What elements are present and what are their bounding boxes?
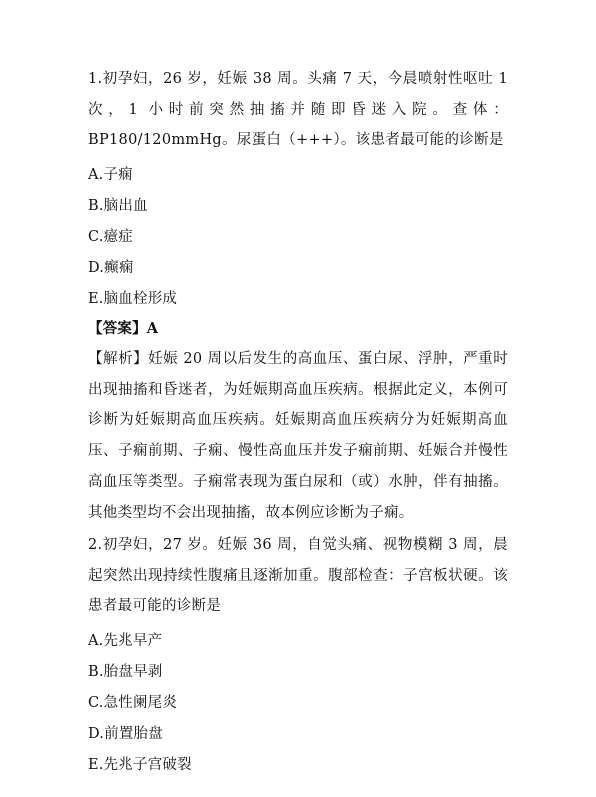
question-1-answer: 【答案】A: [88, 320, 159, 337]
question-2-stem: 2.初孕妇，27 岁。妊娠 36 周，自觉头痛、视物模糊 3 周，晨起突然出现持续性腹痛且逐渐加重。腹部检查：子宫板状硬。该患者最可能的诊断是: [88, 537, 508, 615]
question-1-option-d: D.癫痫: [88, 260, 134, 276]
question-1-option-a: A.子痫: [88, 167, 133, 183]
question-1-option-e: E.脑血栓形成: [88, 291, 178, 307]
question-1-option-b: B.脑出血: [88, 198, 148, 214]
question-2-option-a: A.先兆早产: [88, 633, 163, 649]
question-2-option-d: D.前置胎盘: [88, 726, 163, 742]
question-2-option-b: B.胎盘早剥: [88, 664, 163, 680]
question-1-stem: 1.初孕妇，26 岁，妊娠 38 周。头痛 7 天，今晨喷射性呕吐 1 次，1 小时前突然抽搐并随即昏迷入院。查体：BP180/120mmHg。尿蛋白（+++）。该患者最可能的诊断是: [88, 71, 508, 149]
question-1-option-c: C.癔症: [88, 229, 133, 245]
question-2-option-c: C.急性阑尾炎: [88, 695, 178, 711]
question-2-option-e: E.先兆子宫破裂: [88, 757, 192, 773]
question-1-analysis: 【解析】妊娠 20 周以后发生的高血压、蛋白尿、浮肿，严重时出现抽搐和昏迷者，为妊娠期高血压疾病。根据此定义，本例可诊断为妊娠期高血压疾病。妊娠期高血压疾病分为妊娠期高血压、子痫前期、子痫、慢性高血压并发子痫前期、妊娠合并慢性高血压等类型。子痫常表现为蛋白尿和（或）水肿，伴有抽搐。其他类型均不会出现抽搐，故本例应诊断为子痫。: [88, 351, 508, 521]
